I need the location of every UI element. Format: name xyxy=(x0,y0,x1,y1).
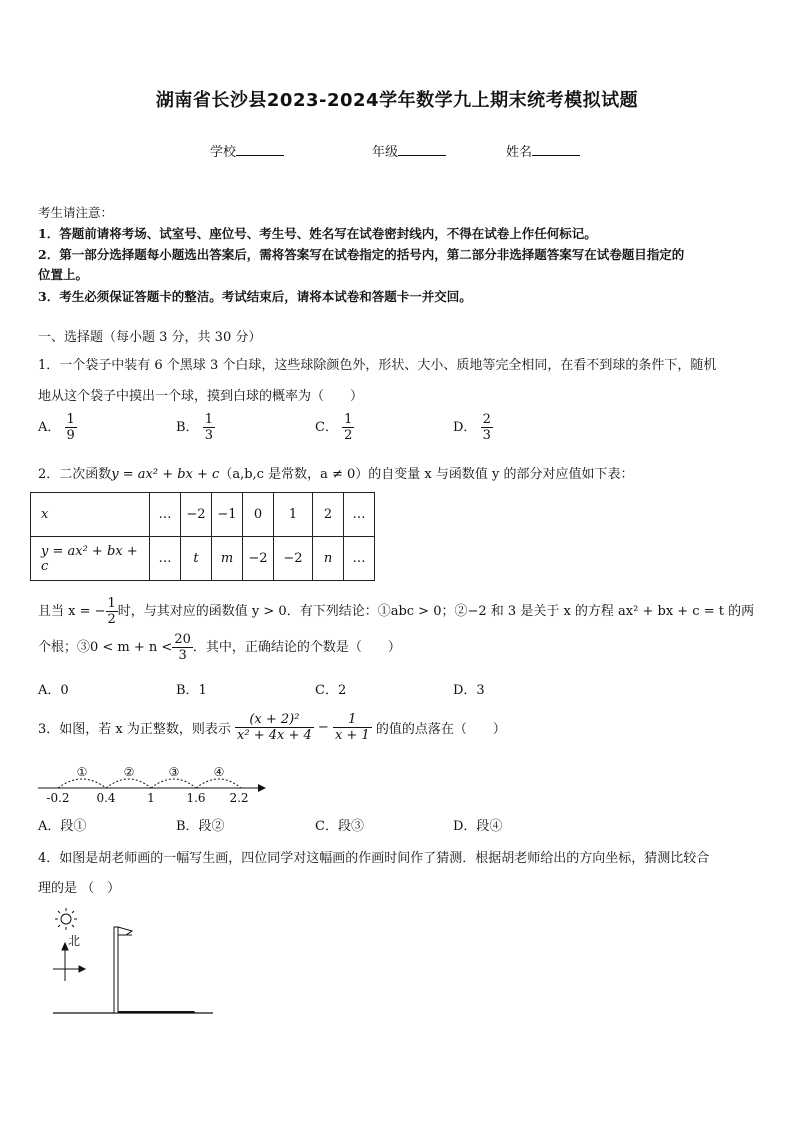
q2-option-b[interactable]: B．1 xyxy=(176,683,207,698)
q3-option-d[interactable]: D．段④ xyxy=(453,819,503,834)
north-label: 北 xyxy=(68,934,81,948)
q1-option-a[interactable] xyxy=(38,412,77,443)
option-label: D． xyxy=(453,420,477,435)
school-label: 学校 xyxy=(210,145,237,160)
q4-line-1: 4．如图是胡老师画的一幅写生画，四位同学对这幅画的作画时间作了猜测．根据胡老师给出的方向坐标，猜测比较合 xyxy=(38,851,710,866)
segment-arcs xyxy=(58,779,241,788)
segment-label-1: ① xyxy=(76,765,88,779)
q1-line-2: 地从这个袋子中摸出一个球，摸到白球的概率为（ ） xyxy=(38,389,364,404)
segment-label-2: ② xyxy=(123,765,135,779)
fraction: $\frac{1}{2}$ xyxy=(344,412,353,443)
fraction: $\frac{1}{2}$ xyxy=(107,596,116,627)
tick-label: 1 xyxy=(147,791,155,805)
page-title: 湖南省长沙县2023-2024学年数学九上期末统考模拟试题 xyxy=(155,90,639,111)
table-cell: … xyxy=(150,493,181,537)
fraction: $\frac{1}{3}$ xyxy=(204,412,213,443)
q2-conditions-line-2: 个根；③0 < m + n < $\frac{20}{3}$ ．其中，正确结论的个数是（ ） xyxy=(38,632,401,663)
q1-line-1: 1．一个袋子中装有 6 个黑球 3 个白球，这些球除颜色外，形状、大小、质地等完全相同，在看不到球的条件下，随机 xyxy=(38,358,717,373)
notice-item-3: 3．考生必须保证答题卡的整洁。考试结束后，请将本试卷和答题卡一并交回。 xyxy=(38,289,472,304)
number-line-diagram xyxy=(36,760,266,808)
table-header-y: y = ax² + bx + c xyxy=(31,537,150,581)
fraction: $\frac{1}{9}$ xyxy=(66,412,75,443)
q2-option-d[interactable]: D．3 xyxy=(453,683,485,698)
grade-blank xyxy=(398,143,446,156)
q3-option-b[interactable]: B．段② xyxy=(176,819,225,834)
notice-title: 考生请注意： xyxy=(38,205,114,220)
fraction: $\frac{\text{(x + 2)²}}{\text{x² + 4x + 4}}$ xyxy=(237,712,312,743)
option-label: A． xyxy=(38,420,61,435)
notice-item-1: 1．答题前请将考场、试室号、座位号、考生号、姓名写在试卷密封线内，不得在试卷上作任何标记。 xyxy=(38,226,597,241)
table-cell: … xyxy=(344,537,375,581)
option-label: C． xyxy=(315,420,338,435)
tick-label: 1.6 xyxy=(186,791,206,805)
q2-option-a[interactable]: A．0 xyxy=(38,683,69,698)
table-cell: 2 xyxy=(313,493,344,537)
q3-stem: 3．如图，若 x 为正整数，则表示 $\frac{\text{(x + 2)²}}{\text{x² + 4x + 4}}$ − $\frac{1}{x + 1}$ 的值的点落在（ ） xyxy=(38,712,506,743)
table-cell: t xyxy=(181,537,212,581)
table-cell: −2 xyxy=(181,493,212,537)
q2-stem: 2．二次函数y = ax² + bx + c（a,b,c 是常数，a ≠ 0）的自变量 x 与函数值 y 的部分对应值如下表： xyxy=(38,467,634,482)
arrow-icon xyxy=(258,784,266,792)
table-cell: … xyxy=(150,537,181,581)
table-header-x: x xyxy=(31,493,150,537)
tick-label: -0.2 xyxy=(46,791,70,805)
q1-option-c[interactable] xyxy=(315,412,354,443)
option-label: B． xyxy=(176,420,199,435)
table-cell: n xyxy=(313,537,344,581)
section-heading: 一、选择题（每小题 3 分，共 30 分） xyxy=(38,330,262,345)
tick-label: 2.2 xyxy=(229,791,249,805)
flag-icon xyxy=(118,927,132,935)
name-field xyxy=(506,141,580,160)
segment-label-3: ③ xyxy=(168,765,180,779)
flagpole xyxy=(114,927,118,1013)
q1-option-b[interactable] xyxy=(176,412,215,443)
q2-value-table xyxy=(30,492,375,581)
grade-label: 年级 xyxy=(372,145,399,160)
q3-option-c[interactable]: C．段③ xyxy=(315,819,364,834)
sun-icon xyxy=(55,908,77,930)
table-cell: 0 xyxy=(243,493,274,537)
tick-label: 0.4 xyxy=(96,791,116,805)
name-blank xyxy=(532,143,580,156)
school-field xyxy=(210,141,284,160)
table-cell: −2 xyxy=(243,537,274,581)
table-cell: −2 xyxy=(274,537,313,581)
notice-item-2: 2．第一部分选择题每小题选出答案后，需将答案写在试卷指定的括号内，第二部分非选择题答案写在试卷题目指定的 xyxy=(38,247,685,262)
q4-line-2: 理的是 （ ） xyxy=(38,881,121,896)
q1-option-d[interactable] xyxy=(453,412,493,443)
q2-option-c[interactable]: C．2 xyxy=(315,683,347,698)
table-row xyxy=(31,493,375,537)
table-cell: 1 xyxy=(274,493,313,537)
notice-item-2-cont: 位置上。 xyxy=(38,267,89,282)
table-row xyxy=(31,537,375,581)
q2-conditions-line-1: 且当 x = − $\frac{1}{2}$ 时，与其对应的函数值 y > 0．有下列结论：①abc > 0；②−2 和 3 是关于 x 的方程 ax² + bx + c = t 的两 xyxy=(38,596,755,627)
school-blank xyxy=(236,143,284,156)
q3-option-a[interactable]: A．段① xyxy=(38,819,87,834)
shadow xyxy=(118,1011,196,1013)
fraction: $\frac{1}{x + 1}$ xyxy=(334,712,370,743)
fraction: $\frac{2}{3}$ xyxy=(482,412,491,443)
name-label: 姓名 xyxy=(506,145,533,160)
compass-cross-icon xyxy=(53,943,85,981)
table-cell: … xyxy=(344,493,375,537)
fraction: $\frac{20}{3}$ xyxy=(174,632,191,663)
segment-label-4: ④ xyxy=(213,765,225,779)
sketch-figure xyxy=(48,905,223,1020)
grade-field xyxy=(372,141,446,160)
table-cell: m xyxy=(212,537,243,581)
table-cell: −1 xyxy=(212,493,243,537)
